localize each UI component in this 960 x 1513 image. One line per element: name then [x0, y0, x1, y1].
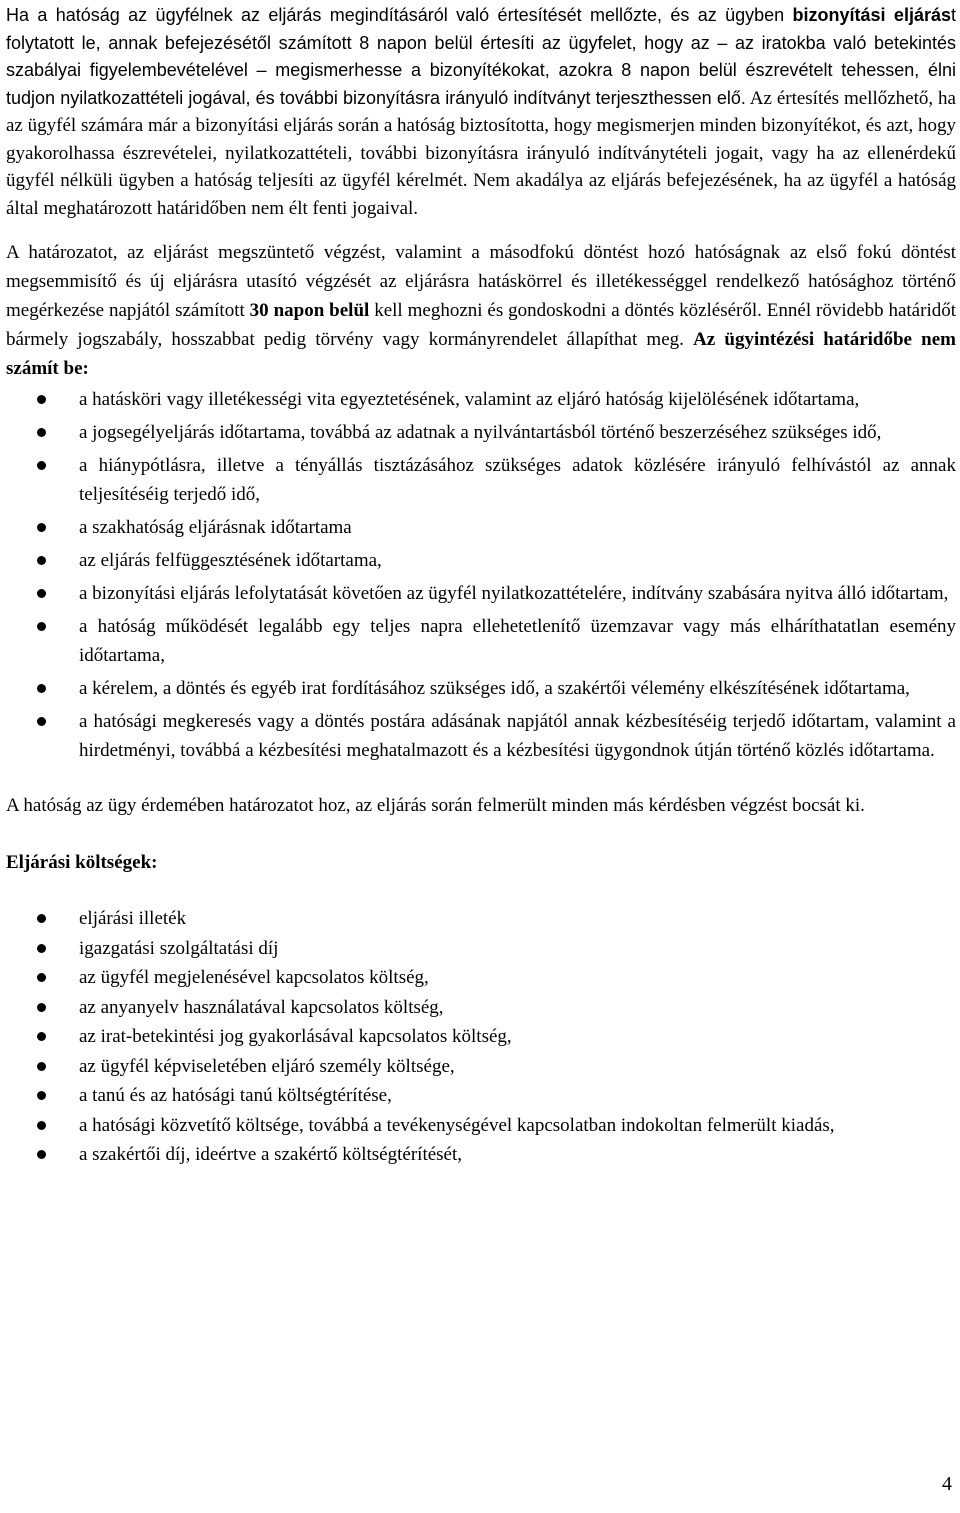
list-item-text: a jogsegélyeljárás időtartama, továbbá az adatnak a nyilvántartásból történő beszerzéséhez szükséges idő, — [79, 422, 882, 443]
list-item — [6, 385, 956, 414]
list-item-text: a hiánypótlásra, illetve a tényállás tisztázásához szükséges adatok közlésére irányuló felhívástól az annak teljesítéséig terjedő idő, — [79, 455, 956, 505]
list-item — [6, 612, 956, 670]
bullet-icon — [37, 973, 46, 982]
list-item-text: az anyanyelv használatával kapcsolatos költség, — [79, 996, 444, 1018]
bullet-icon — [37, 589, 46, 598]
list-item-text: a hatósági megkeresés vagy a döntés postára adásának napjától annak kézbesítéséig terjedő időtartam, valamint a hirdetményi, továbbá a kézbesítési meghatalmazott és a kézbesítési ügygondnok útján történő közlés időtartama. — [79, 711, 956, 761]
list-item-text: a bizonyítási eljárás lefolytatását követően az ügyfél nyilatkozattételére, indítvány szabására nyitva álló időtartam, — [79, 583, 949, 604]
bullet-icon — [37, 523, 46, 532]
bullet-icon — [37, 1091, 46, 1100]
bold-deadline: 30 napon belül — [249, 300, 370, 321]
list-item — [6, 1111, 956, 1140]
list-item — [6, 1081, 956, 1110]
list-item — [6, 993, 956, 1022]
list-item-text: az eljárás felfüggesztésének időtartama, — [79, 550, 382, 571]
bullet-icon — [37, 428, 46, 437]
list-item-text: az irat-betekintési jog gyakorlásával kapcsolatos költség, — [79, 1026, 512, 1047]
list-item-text: a kérelem, a döntés és egyéb irat fordításához szükséges idő, a szakértői vélemény elkészítésének időtartama, — [79, 678, 910, 699]
list-item — [6, 1022, 956, 1051]
bold-heading-inline: Az ügyintézési határidőbe nem számít be: — [6, 329, 956, 379]
costs-heading: Eljárási költségek: — [6, 852, 158, 873]
bullet-icon — [37, 914, 46, 923]
list-item-text: a szakhatóság eljárásnak időtartama — [79, 517, 352, 538]
bullet-icon — [37, 1003, 46, 1012]
list-item — [6, 418, 956, 447]
list-item-text: a szakértői díj, ideértve a szakértő költségtérítését, — [79, 1144, 463, 1165]
paragraph-decision-deadline — [6, 238, 956, 383]
list-item — [6, 963, 956, 992]
document-page — [6, 0, 956, 1170]
bullet-icon — [37, 622, 46, 631]
list-item-text: az ügyfél megjelenésével kapcsolatos költség, — [79, 967, 429, 988]
list-item — [6, 934, 956, 963]
list-item — [6, 1140, 956, 1169]
bullet-icon — [37, 556, 46, 565]
list-item — [6, 674, 956, 703]
deadline-exclusions-list — [6, 385, 956, 765]
bullet-icon — [37, 684, 46, 693]
list-item — [6, 904, 956, 933]
bullet-icon — [37, 1062, 46, 1071]
paragraph-text: Az értesítés mellőzhető, ha az ügyfél számára már a bizonyítási eljárás során a hatóság biztosította, hogy megismerjen minden bizonyítékot, és azt, hogy gyakorolhassa észrevételei, nyilatkozattételi, további bizonyításra irányuló indítványtételi jogait, vagy ha az ellenérdekű ügyfél nélküli ügyben a hatóság teljesíti az ügyfél kérelmét. Nem akadálya az eljárás befejezésének, ha az ügyfél a hatóság által meghatározott határidőben nem élt fenti jogaival. — [6, 87, 956, 219]
paragraph-text: t folytatott le, annak befejezésétől számított 8 napon belül értesíti az ügyfelet, hogy az – az iratokba való betekintés szabályai figyelembevételével – megismerhesse a bizonyítékokat, azokra 8 napon belül észrevételt tehessen, élni tudjon nyilatkozattételi jogával, és további bizonyításra irányuló indítványt terjeszthessen elő. — [6, 5, 956, 108]
paragraph-evidence-notice — [6, 2, 956, 222]
list-item-text: eljárási illeték — [79, 908, 187, 929]
list-item-text: igazgatási szolgáltatási díj — [79, 937, 279, 959]
bullet-icon — [37, 1121, 46, 1130]
list-item — [6, 579, 956, 608]
list-item-text: a hatóság működését legalább egy teljes napra ellehetetlenítő üzemzavar vagy más elháríthatatlan esemény időtartama, — [79, 616, 956, 666]
bold-term: bizonyítási eljárás — [792, 5, 951, 25]
bullet-icon — [37, 395, 46, 404]
list-item-text: a hatásköri vagy illetékességi vita egyeztetésének, valamint az eljáró hatóság kijelölésének időtartama, — [79, 389, 860, 410]
bullet-icon — [37, 717, 46, 726]
list-item-text: az ügyfél képviseletében eljáró személy költsége, — [79, 1055, 455, 1077]
list-item-text: a hatósági közvetítő költsége, továbbá a tevékenységével kapcsolatban indokoltan felmerült kiadás, — [79, 1114, 835, 1136]
list-item — [6, 707, 956, 765]
list-item-text: a tanú és az hatósági tanú költségtérítése, — [79, 1085, 392, 1106]
bullet-icon — [37, 1032, 46, 1041]
list-item — [6, 451, 956, 509]
procedural-costs-list — [6, 904, 956, 1169]
paragraph-text: kell meghozni és gondoskodni a döntés közléséről. Ennél rövidebb határidőt bármely jogszabály, hosszabbat pedig törvény vagy kormányrendelet állapíthat meg. — [6, 300, 957, 350]
list-item — [6, 546, 956, 575]
paragraph-text: A határozatot, az eljárást megszüntető végzést, valamint a másodfokú döntést hozó hatóságnak az első fokú döntést megsemmisítő és új eljárásra utasító végzését az eljárásra hatáskörrel és illetékességgel rendelkező hatósághoz történő megérkezése napjától számított — [6, 242, 956, 321]
list-item — [6, 513, 956, 542]
paragraph-text: Ha a hatóság az ügyfélnek az eljárás megindításáról való értesítését mellőzte, és az ügyben — [6, 5, 793, 25]
bullet-icon — [37, 461, 46, 470]
page-number: 4 — [942, 1473, 952, 1495]
list-item — [6, 1052, 956, 1081]
bullet-icon — [37, 944, 46, 953]
bullet-icon — [37, 1150, 46, 1159]
paragraph-decision-types: A hatóság az ügy érdemében határozatot hoz, az eljárás során felmerült minden más kérdésben végzést bocsát ki. — [6, 795, 865, 816]
